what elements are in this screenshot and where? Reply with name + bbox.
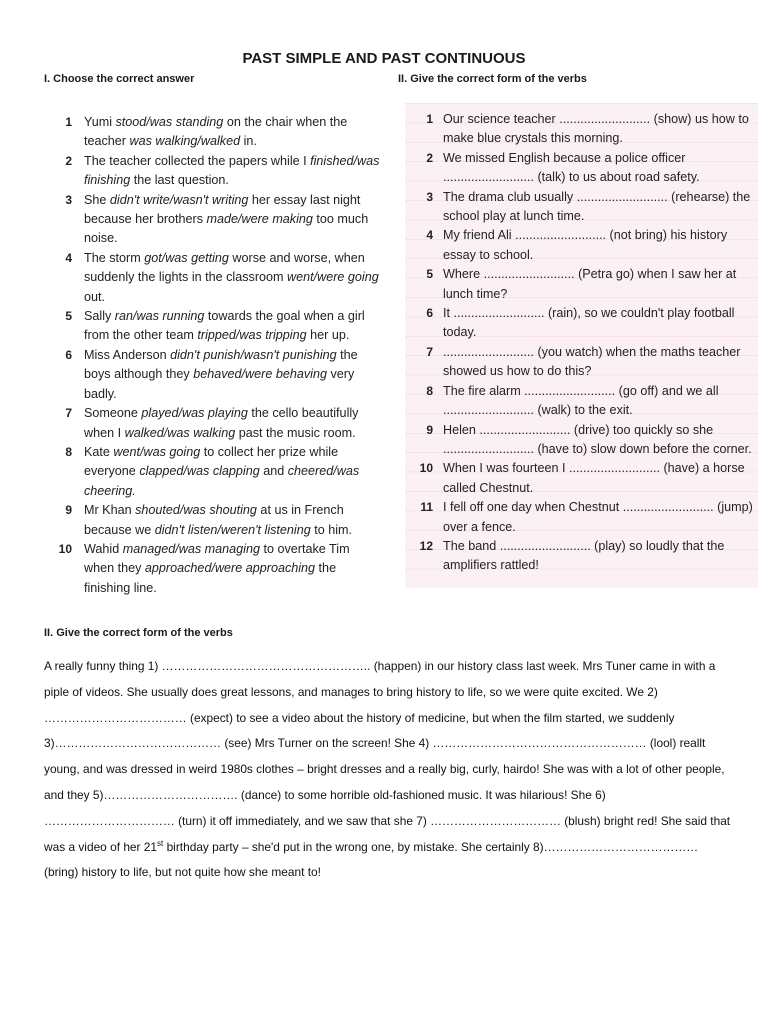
choice-question <box>42 249 382 307</box>
answer-options: didn't punish/wasn't punishing <box>170 347 337 362</box>
question-number: 1 <box>65 115 72 129</box>
answer-options: got/was getting <box>144 250 229 265</box>
question-text-part: Wahid <box>84 541 123 556</box>
question-text <box>84 501 382 540</box>
question-number: 4 <box>65 250 72 265</box>
passage-text-part-2: birthday party – she'd put in the wrong one, by mistake. She certainly 8)………………………………… (bring) history to life, but not quite how she meant to! <box>44 839 699 880</box>
verb-form-exercise <box>405 103 758 588</box>
question-number: 10 <box>419 461 433 476</box>
question-text: .......................... (you watch) when the maths teacher showed us how to do this? <box>443 344 741 379</box>
verb-question <box>405 343 758 382</box>
verb-question <box>405 149 758 188</box>
question-number: 10 <box>58 541 72 556</box>
question-text-part: her essay last night because her brothers <box>84 192 361 227</box>
verb-question <box>405 110 758 149</box>
question-text-part: her up. <box>306 328 350 343</box>
answer-options: made/were making <box>206 212 313 227</box>
question-text-part: out. <box>84 289 106 304</box>
question-text <box>84 249 382 307</box>
question-text: It .......................... (rain), so we couldn't play football today. <box>443 306 735 340</box>
answer-options: shouted/was shouting <box>135 503 257 518</box>
question-text: When I was fourteen I .......................... (have) a horse called Chestnut. <box>443 461 745 495</box>
section-3-heading: II. Give the correct form of the verbs <box>44 627 233 639</box>
answer-options: didn't write/wasn't writing <box>109 192 249 207</box>
question-number: 5 <box>65 309 72 324</box>
choice-question <box>42 443 382 501</box>
verb-question <box>405 226 758 265</box>
question-text: I fell off one day when Chestnut .......................... (jump) over a fence. <box>443 500 753 534</box>
choice-question <box>42 307 382 346</box>
question-number: 3 <box>426 189 433 204</box>
choice-question <box>42 113 382 152</box>
question-text-part: to overtake Tim when they <box>84 541 350 576</box>
verb-question <box>405 188 758 227</box>
question-number: 6 <box>426 306 433 321</box>
question-text-part: Someone <box>84 406 142 421</box>
question-number: 5 <box>426 267 433 282</box>
choice-question <box>42 404 382 443</box>
answer-options: tripped/was tripping <box>197 328 307 343</box>
answer-options: stood/was standing <box>115 115 224 129</box>
choice-question <box>42 501 382 540</box>
question-text-part: Sally <box>84 309 115 324</box>
verb-question <box>405 265 758 304</box>
verb-question <box>405 498 758 537</box>
question-text: My friend Ali .......................... (not bring) his history essay to school. <box>443 228 728 262</box>
question-number: 7 <box>426 344 433 359</box>
question-number: 11 <box>420 500 433 515</box>
question-text-part: She <box>84 192 110 207</box>
question-text <box>84 113 382 152</box>
question-text: We missed English because a police officer .......................... (talk) to us about road safety. <box>443 150 700 185</box>
question-text-part: Mr Khan <box>84 503 136 518</box>
question-text-part: The storm <box>84 250 145 265</box>
question-text-part: Miss Anderson <box>84 347 171 362</box>
verb-question <box>405 537 758 576</box>
question-text <box>84 152 382 191</box>
question-text-part: in. <box>240 134 257 149</box>
answer-options: finished/was finishing <box>84 153 380 188</box>
question-number: 7 <box>65 406 72 421</box>
choice-question <box>42 540 382 598</box>
answer-options: went/was going <box>113 444 201 459</box>
verb-question <box>405 304 758 343</box>
answer-options: didn't listen/weren't listening <box>154 522 311 537</box>
question-text: The fire alarm .......................... (go off) and we all .......................... (walk) to the exit. <box>443 383 719 418</box>
question-text <box>84 404 382 443</box>
page-title: PAST SIMPLE AND PAST CONTINUOUS <box>242 50 526 67</box>
passage-text-part-1: A really funny thing 1) …………………………………………….. (happen) in our history class last week. Mrs Tuner came in with a piple of videos. She usually does great lessons, and manages to bring history to life, so we were quite excited. We 2) ……………………………… (expect) to see a video about the history of medicine, but when the film started, we suddenly 3)…………………………………… (see) Mrs Turner on the screen! She 4) ……………………………………………… (lool) reallt young, and was dressed in weird 1980s clothes – bright dresses and a really big, curly, hairdo! She was with a lot of other people, and they 5)……………………………. (dance) to some horrible old-fashioned music. It was hilarious! She 6) …………………………… (turn) it off immediately, and we saw that she 7) …………………………… (blush) bright red! She said that was a video of her 21 <box>44 659 731 854</box>
question-number: 2 <box>65 153 72 168</box>
answer-options: was walking/walked <box>129 134 241 149</box>
question-text <box>84 443 382 501</box>
question-text: Helen .......................... (drive) too quickly so she .......................... (have to) slow down before the corner. <box>443 422 752 456</box>
question-number: 8 <box>426 383 433 398</box>
question-number: 9 <box>426 422 433 437</box>
answer-options: behaved/were behaving <box>193 367 327 382</box>
choice-question <box>42 191 382 249</box>
question-text-part: to him. <box>310 522 353 537</box>
choice-question <box>42 152 382 191</box>
question-text-part: on the chair when the teacher <box>84 115 348 149</box>
question-number: 8 <box>65 444 72 459</box>
question-text-part: too much noise. <box>84 212 369 246</box>
answer-options: clapped/was clapping <box>139 464 260 479</box>
story-passage <box>44 654 734 886</box>
verb-question <box>405 382 758 421</box>
answer-options: ran/was running <box>114 309 205 324</box>
answer-options: went/were going <box>287 270 379 285</box>
question-text-part: towards the goal when a girl from the other team <box>84 309 365 343</box>
question-number: 9 <box>65 503 72 518</box>
question-text-part: to collect her prize while everyone <box>84 444 339 479</box>
question-text-part: Yumi <box>84 115 116 129</box>
question-number: 2 <box>426 150 433 165</box>
answer-options: played/was playing <box>141 406 248 421</box>
question-text-part: at us in French because we <box>84 503 344 537</box>
question-text-part: Kate <box>84 444 114 459</box>
question-text-part: very badly. <box>84 367 355 401</box>
question-text-part: the cello beautifully when I <box>84 406 359 440</box>
verb-question <box>405 421 758 460</box>
question-text-part: the finishing line. <box>84 561 337 595</box>
section-2-heading: II. Give the correct form of the verbs <box>398 73 587 85</box>
question-number: 3 <box>65 192 72 207</box>
question-number: 4 <box>426 228 433 243</box>
question-number: 12 <box>419 538 433 553</box>
question-text <box>84 191 382 249</box>
question-text-part: past the music room. <box>235 425 356 440</box>
question-text-part: The teacher collected the papers while I <box>84 153 311 168</box>
question-text-part: worse and worse, when suddenly the lights in the classroom <box>84 250 365 285</box>
question-text <box>84 540 382 598</box>
question-text: The drama club usually .......................... (rehearse) the school play at lunch time. <box>443 189 751 224</box>
answer-options: walked/was walking <box>124 425 236 440</box>
answer-options: cheered/was cheering. <box>84 464 360 498</box>
question-number: 6 <box>65 347 72 362</box>
answer-options: managed/was managing <box>122 541 260 556</box>
question-text: Where .......................... (Petra go) when I saw her at lunch time? <box>443 267 737 301</box>
ordinal-suffix: st <box>157 838 164 848</box>
question-text-part: the last question. <box>130 173 229 188</box>
answer-options: approached/were approaching <box>144 561 316 576</box>
verb-question <box>405 459 758 498</box>
question-text <box>84 307 382 346</box>
question-text: Our science teacher .......................... (show) us how to make blue crystals this morning. <box>443 112 749 146</box>
choice-question <box>42 346 382 404</box>
question-text <box>84 346 382 404</box>
question-text-part: the boys although they <box>84 347 358 382</box>
question-text-part: and <box>259 464 288 479</box>
choose-answer-exercise <box>42 103 382 606</box>
question-number: 1 <box>426 112 433 126</box>
section-1-heading: I. Choose the correct answer <box>44 73 195 85</box>
question-text: The band .......................... (play) so loudly that the amplifiers rattled! <box>443 538 725 573</box>
